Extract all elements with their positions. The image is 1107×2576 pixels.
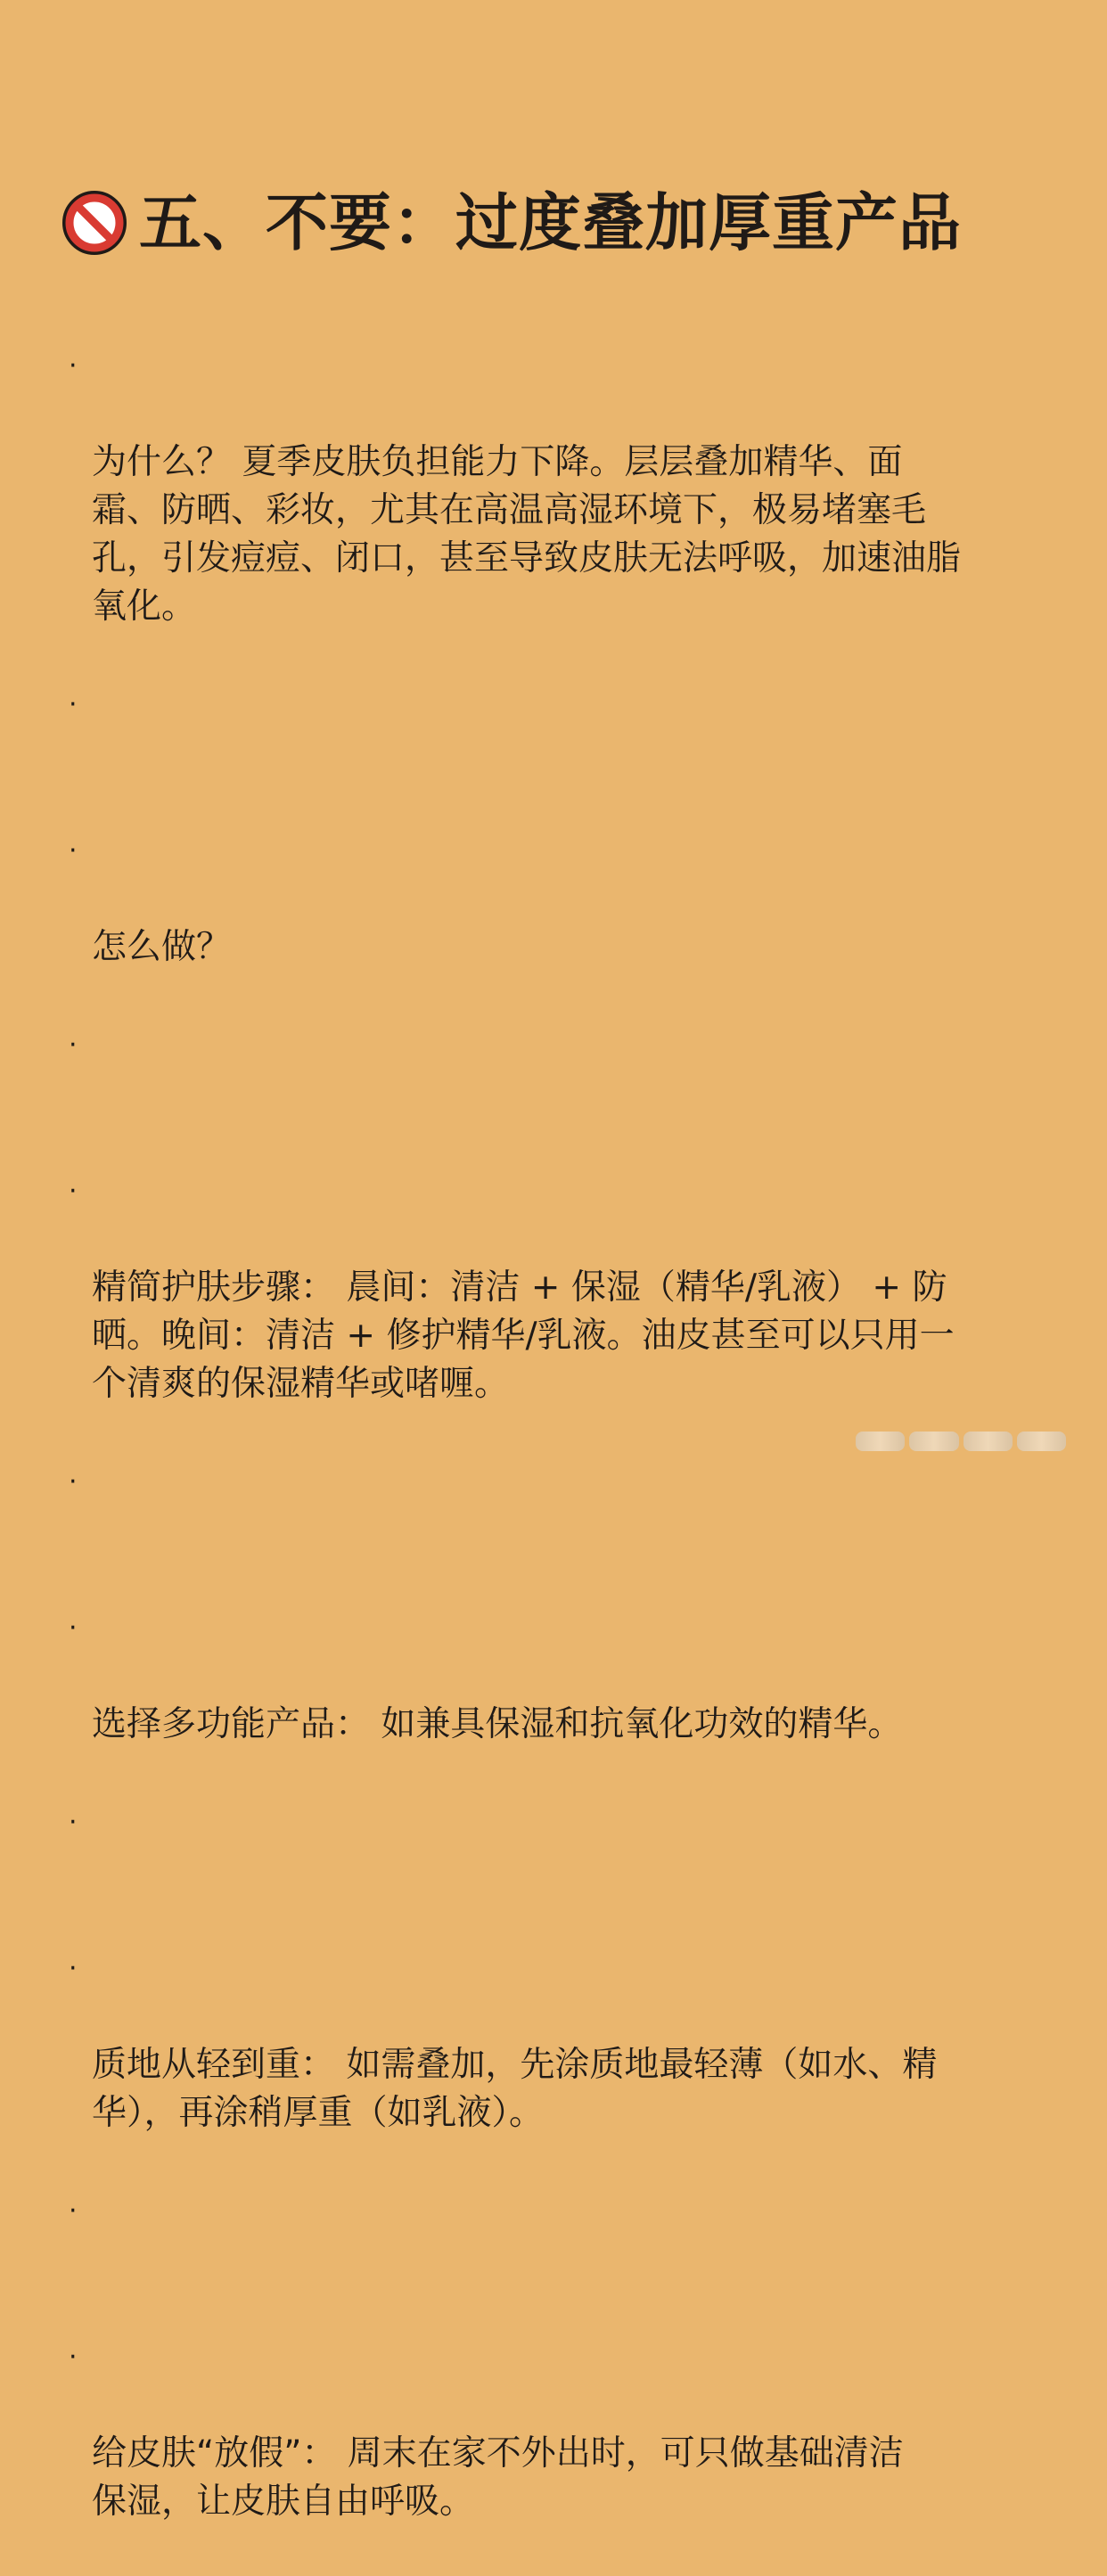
prohibited-icon: [61, 189, 128, 257]
list-item: [62, 1799, 1061, 1943]
watermark-block: [964, 1432, 1013, 1451]
bullet-icon: ·: [69, 689, 78, 720]
bullet-icon: ·: [69, 835, 78, 866]
watermark-block: [909, 1432, 958, 1451]
bullet-icon: ·: [69, 1176, 78, 1207]
list-item-text: 为什么？ 夏季皮肤负担能力下降。层层叠加精华、面 霜、防晒、彩妆，尤其在高温高湿环境下，极易堵塞毛 孔，引发痘痘、闭口，甚至导致皮肤无法呼吸，加速油脂 氧化。: [92, 442, 962, 627]
bullet-icon: ·: [69, 2342, 78, 2373]
bullet-icon: ·: [69, 1030, 78, 1061]
list-item-text: 选择多功能产品： 如兼具保湿和抗氧化功效的精华。: [92, 1704, 903, 1744]
list-item: [62, 2187, 1061, 2332]
tips-list: [62, 342, 1061, 2576]
list-item: [62, 827, 1061, 1020]
watermark-block: [1017, 1432, 1066, 1451]
list-item: [62, 342, 1061, 679]
bullet-icon: ·: [69, 1807, 78, 1838]
watermark-block: [856, 1432, 905, 1451]
blurred-watermark: [856, 1432, 1066, 1451]
list-item-text: 给皮肤“放假”： 周末在家不外出时，可只做基础清洁 保湿，让皮肤自由呼吸。: [92, 2433, 904, 2522]
list-item: [62, 1021, 1061, 1166]
list-item: [62, 1168, 1061, 1456]
list-item: [62, 1458, 1061, 1603]
list-item: [62, 681, 1061, 825]
list-item-text: 精简护肤步骤： 晨间：清洁 + 保湿（精华/乳液） + 防 晒。晚间：清洁 + 修护精华/乳液。油皮甚至可以只用一 个清爽的保湿精华或啫喱。: [92, 1267, 955, 1404]
list-item: [62, 2334, 1061, 2574]
page-title: 五、不要：过度叠加厚重产品: [139, 186, 962, 259]
bullet-icon: ·: [69, 2195, 78, 2227]
bullet-icon: ·: [69, 350, 78, 381]
list-item: [62, 1945, 1061, 2186]
section-heading: [61, 183, 1050, 263]
bullet-icon: ·: [69, 1612, 78, 1644]
bullet-icon: ·: [69, 1466, 78, 1497]
list-item-text: 怎么做？: [92, 927, 232, 967]
bullet-icon: ·: [69, 1953, 78, 1984]
list-item: [62, 1604, 1061, 1797]
list-item-text: 质地从轻到重： 如需叠加，先涂质地最轻薄（如水、精 华），再涂稍厚重（如乳液）。: [92, 2045, 938, 2133]
